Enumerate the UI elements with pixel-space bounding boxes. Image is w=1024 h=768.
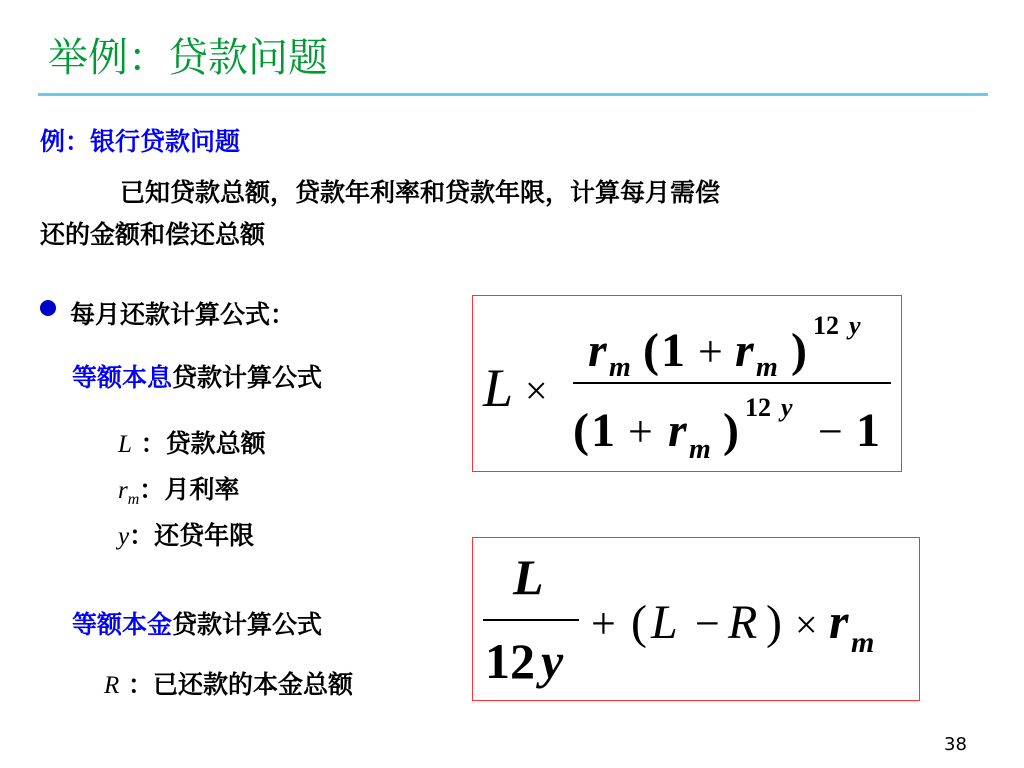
f2-minus: − [695, 599, 720, 648]
equal-principal-rest: 贷款计算公式 [172, 610, 323, 639]
def-y-sep: ： [129, 521, 155, 550]
title-divider [38, 93, 988, 96]
bullet-text: 每月还款计算公式： [70, 300, 296, 329]
f1-num-m2: m [756, 352, 778, 383]
f1-den-one2: 1 [856, 404, 880, 457]
formula-equal-principal [473, 538, 919, 700]
formula-box-equal-principal [472, 537, 920, 701]
f2-rp: ) [766, 596, 782, 649]
f1-num-r: r [588, 324, 607, 377]
def-rm-var: $r_m$ [118, 477, 140, 508]
equal-interest-rest: 贷款计算公式 [172, 363, 323, 392]
def-R-sep: ： [128, 670, 154, 699]
def-L-sep: ： [140, 429, 166, 458]
f2-times: × [795, 602, 818, 647]
def-rm-desc: 月利率 [164, 475, 240, 504]
f2-L: L [651, 596, 678, 649]
f1-den-rp: ) [723, 404, 739, 457]
f1-num-exp: 12 [813, 311, 839, 340]
f1-den-m: m [689, 434, 711, 465]
page-number: 38 [944, 734, 967, 755]
def-L [118, 424, 266, 460]
intro-line-2: 还的金额和偿还总额 [40, 220, 266, 249]
f2-plus: + [591, 599, 616, 648]
f1-num-r2: r [735, 324, 754, 377]
def-R-var: R [104, 672, 120, 699]
def-L-desc: 贷款总额 [165, 429, 266, 458]
f1-times: × [525, 368, 548, 413]
intro-line-1: 已知贷款总额，贷款年利率和贷款年限，计算每月需偿 [120, 178, 721, 207]
def-y-desc: 还贷年限 [154, 521, 255, 550]
example-subtitle: 例：银行贷款问题 [40, 127, 241, 156]
f1-num-m: m [609, 352, 631, 383]
def-y [118, 516, 254, 552]
equal-principal-highlight: 等额本金 [72, 610, 173, 639]
f2-r: r [829, 593, 849, 649]
f2-num-L: L [513, 549, 544, 605]
equal-interest-heading [72, 358, 322, 394]
page-title: 举例：贷款问题 [48, 35, 328, 81]
f1-num-one: 1 [661, 324, 685, 377]
f1-den-r: r [668, 404, 687, 457]
def-rm-sep: ： [139, 475, 165, 504]
f1-num-lp: ( [643, 324, 659, 377]
f2-R: R [728, 596, 758, 649]
def-L-var: L [118, 431, 132, 458]
f1-den-one: 1 [591, 404, 615, 457]
f1-num-plus: + [698, 327, 723, 376]
f1-den-minus: − [818, 407, 843, 456]
f1-den-exp: 12 [745, 393, 771, 422]
formula-box-equal-interest [472, 295, 902, 472]
f2-lp: ( [631, 596, 647, 649]
f1-den-plus: + [628, 407, 653, 456]
def-R-desc: 已还款的本金总额 [153, 670, 354, 699]
f2-den-y: y [541, 633, 564, 689]
f2-m: m [851, 626, 875, 659]
f2-den-12: 12 [485, 633, 535, 689]
f1-den-expvar: y [781, 393, 793, 422]
formula-equal-interest [473, 296, 901, 471]
equal-interest-highlight: 等额本息 [72, 363, 173, 392]
def-R [104, 665, 353, 701]
f1-L: L [483, 358, 514, 418]
bullet-icon [40, 300, 56, 316]
f1-den-lp: ( [573, 404, 589, 457]
f1-num-expvar: y [849, 311, 861, 340]
equal-principal-heading [72, 605, 322, 641]
def-y-var: y [118, 523, 130, 550]
f1-num-rp: ) [791, 324, 807, 377]
def-rm [118, 470, 239, 509]
